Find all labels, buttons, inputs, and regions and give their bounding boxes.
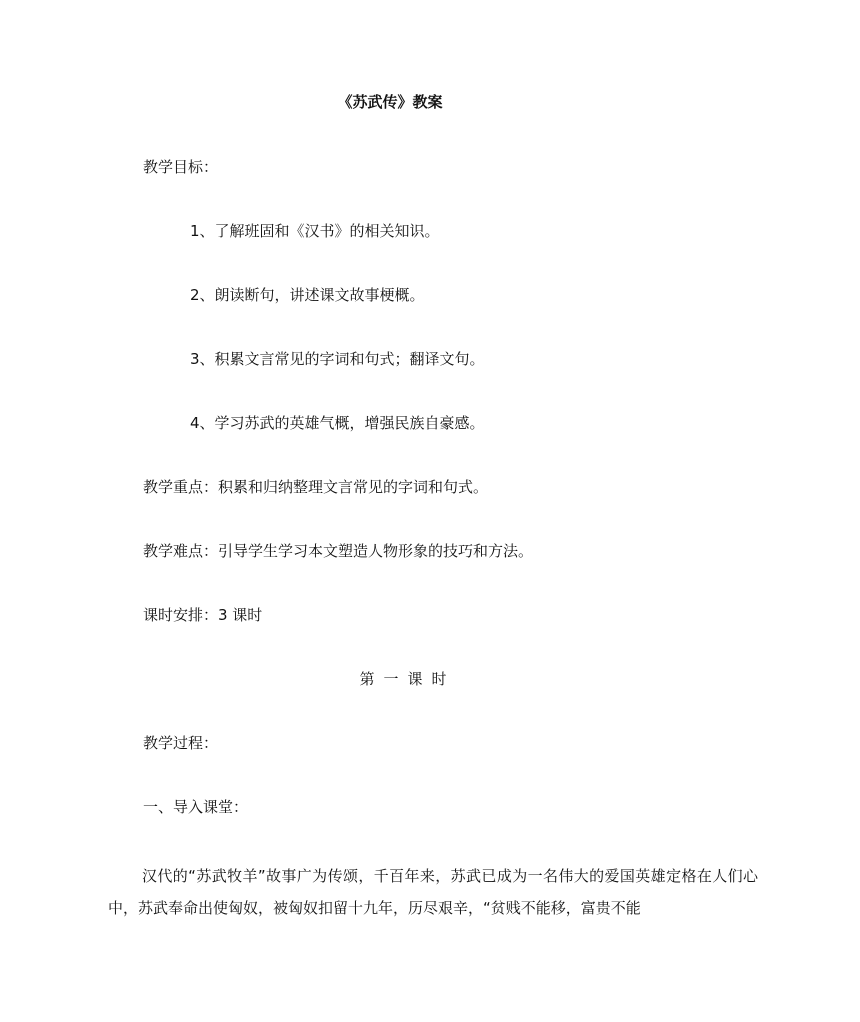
intro-paragraph: 汉代的“苏武牧羊”故事广为传颂，千百年来，苏武已成为一名伟大的爱国英雄定格在人们心中，苏武奉命出使匈奴，被匈奴扣留十九年，历尽艰辛，“贫贱不能移，富贵不能: [108, 867, 758, 917]
key-points: 教学重点：积累和归纳整理文言常见的字词和句式。: [143, 478, 489, 496]
objective-item-4: 4、学习苏武的英雄气概，增强民族自豪感。: [190, 414, 485, 432]
difficulties: 教学难点：引导学生学习本文塑造人物形象的技巧和方法。: [143, 542, 534, 560]
objective-item-1: 1、了解班固和《汉书》的相关知识。: [190, 222, 440, 240]
document-title: 《苏武传》教案: [337, 93, 443, 111]
lesson-heading: 第一课时: [359, 670, 456, 688]
objectives-heading: 教学目标：: [143, 158, 219, 176]
process-heading: 教学过程：: [143, 734, 219, 752]
objective-item-2: 2、朗读断句，讲述课文故事梗概。: [190, 286, 425, 304]
objective-item-3: 3、积累文言常见的字词和句式；翻译文句。: [190, 350, 485, 368]
section-one-heading: 一、导入课堂：: [143, 798, 249, 816]
schedule: 课时安排：3 课时: [143, 606, 263, 624]
